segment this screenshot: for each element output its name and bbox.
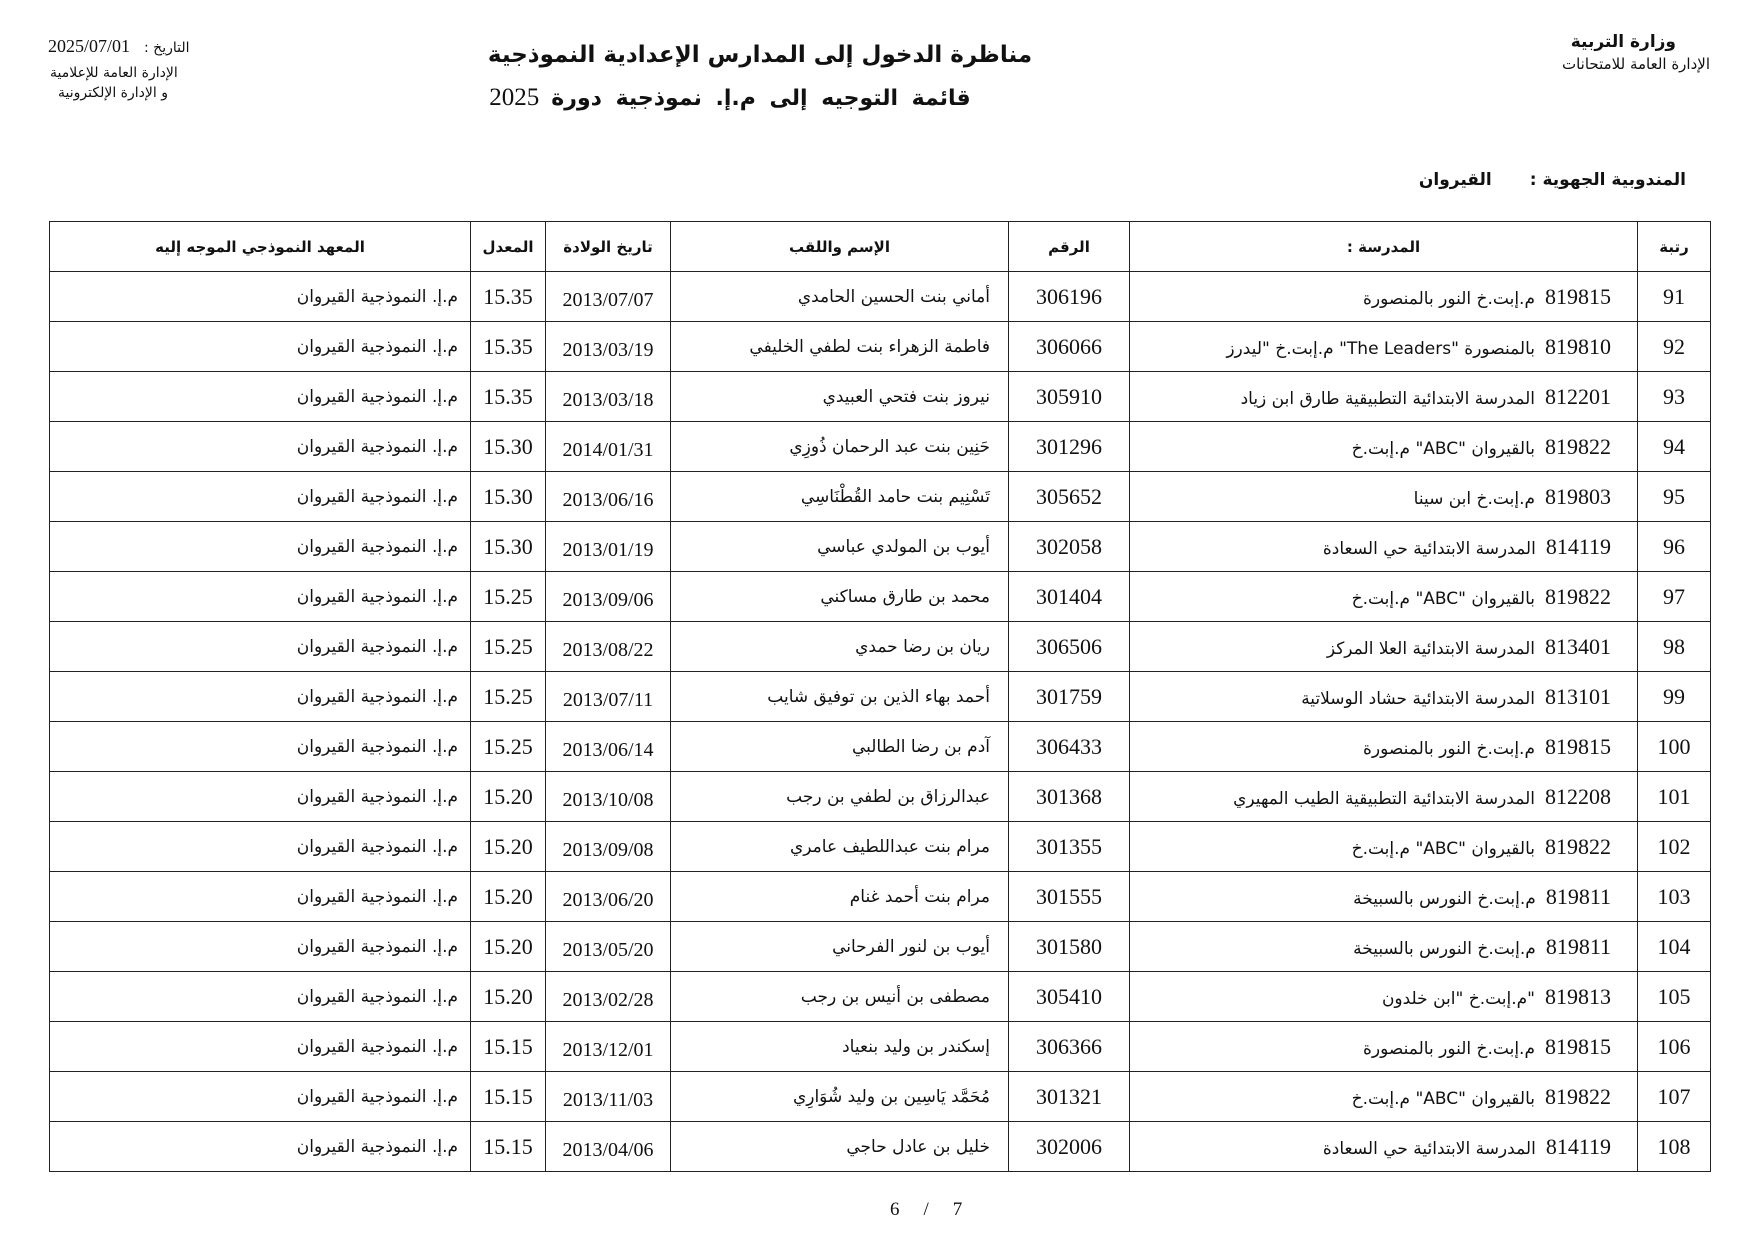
row-number: 306433: [1009, 722, 1130, 772]
row-number: 306196: [1009, 272, 1130, 322]
table-body: [50, 272, 1711, 1172]
school-code: 812208: [1545, 783, 1611, 809]
row-average: 15.15: [471, 1022, 546, 1072]
row-school: [1130, 322, 1638, 372]
header-number: الرقم: [1009, 222, 1130, 272]
school-name: م.إبت.خ ابن سينا: [1413, 488, 1535, 509]
row-number: 305910: [1009, 372, 1130, 422]
row-name: عبدالرزاق بن لطفي بن رجب: [671, 772, 1009, 822]
school-code: 819803: [1545, 483, 1611, 509]
directorate-line-2: و الإدارة الإلكترونية: [58, 85, 168, 101]
row-institute: م.إ. النموذجية القيروان: [50, 672, 471, 722]
ministry-name: وزارة التربية: [1570, 32, 1676, 52]
row-school: [1130, 1072, 1638, 1122]
table-row: [50, 722, 1711, 772]
row-institute: م.إ. النموذجية القيروان: [50, 622, 471, 672]
row-dob: 2013/03/19: [546, 322, 671, 372]
directorate-line-1: الإدارة العامة للإعلامية: [50, 65, 178, 81]
table-row: [50, 272, 1711, 322]
regional-delegation: [1419, 170, 1686, 190]
header-average: المعدل: [471, 222, 546, 272]
row-institute: م.إ. النموذجية القيروان: [50, 872, 471, 922]
table-row: [50, 472, 1711, 522]
row-dob: 2013/05/20: [546, 922, 671, 972]
school-code: 819815: [1545, 1033, 1611, 1059]
row-school: [1130, 722, 1638, 772]
school-name: بالمنصورة "The Leaders" م.إبت.خ "ليدرز: [1226, 338, 1535, 359]
orientation-table: [49, 221, 1711, 1172]
row-institute: م.إ. النموذجية القيروان: [50, 322, 471, 372]
row-rank: 94: [1638, 422, 1711, 472]
school-name: م.إبت.خ النور بالمنصورة: [1363, 1038, 1535, 1059]
document-title: مناظرة الدخول إلى المدارس الإعدادية النموذجية: [487, 42, 1033, 68]
school-code: 813401: [1545, 633, 1611, 659]
row-name: أيوب بن لنور الفرحاني: [671, 922, 1009, 972]
row-number: 301321: [1009, 1072, 1130, 1122]
date-block: [48, 36, 190, 101]
table-row: [50, 922, 1711, 972]
row-number: 302006: [1009, 1122, 1130, 1172]
school-code: 819822: [1545, 583, 1611, 609]
row-school: [1130, 572, 1638, 622]
row-number: 301368: [1009, 772, 1130, 822]
school-name: بالقيروان "ABC" م.إبت.خ: [1351, 438, 1535, 459]
region-label: المندوبية الجهوية :: [1529, 170, 1686, 190]
document-titles: [480, 42, 1040, 112]
row-school: [1130, 1022, 1638, 1072]
school-code: 812201: [1545, 383, 1611, 409]
row-name: أيوب بن المولدي عباسي: [671, 522, 1009, 572]
row-rank: 97: [1638, 572, 1711, 622]
row-number: 301404: [1009, 572, 1130, 622]
row-number: 306066: [1009, 322, 1130, 372]
header-school: المدرسة :: [1130, 222, 1638, 272]
row-dob: 2013/09/06: [546, 572, 671, 622]
row-number: 305652: [1009, 472, 1130, 522]
table-row: [50, 422, 1711, 472]
row-number: 301555: [1009, 872, 1130, 922]
row-school: [1130, 872, 1638, 922]
table-row: [50, 872, 1711, 922]
row-average: 15.15: [471, 1122, 546, 1172]
row-name: محمد بن طارق مساكني: [671, 572, 1009, 622]
row-dob: 2013/08/22: [546, 622, 671, 672]
page-indicator: [890, 1199, 962, 1221]
row-rank: 98: [1638, 622, 1711, 672]
row-school: [1130, 422, 1638, 472]
school-name: م.إبت.خ النورس بالسبيخة: [1353, 938, 1536, 959]
row-institute: م.إ. النموذجية القيروان: [50, 822, 471, 872]
table-row: [50, 622, 1711, 672]
school-name: بالقيروان "ABC" م.إبت.خ: [1351, 838, 1535, 859]
row-school: [1130, 522, 1638, 572]
row-school: [1130, 622, 1638, 672]
row-school: [1130, 472, 1638, 522]
row-number: 306366: [1009, 1022, 1130, 1072]
row-dob: 2013/02/28: [546, 972, 671, 1022]
school-name: بالقيروان "ABC" م.إبت.خ: [1351, 1088, 1535, 1109]
row-dob: 2013/06/16: [546, 472, 671, 522]
row-dob: 2013/04/06: [546, 1122, 671, 1172]
table-row: [50, 372, 1711, 422]
row-rank: 100: [1638, 722, 1711, 772]
row-dob: 2014/01/31: [546, 422, 671, 472]
table-row: [50, 972, 1711, 1022]
row-average: 15.25: [471, 722, 546, 772]
table-row: [50, 672, 1711, 722]
school-name: بالقيروان "ABC" م.إبت.خ: [1351, 588, 1535, 609]
school-name: م.إبت.خ النور بالمنصورة: [1363, 288, 1535, 309]
school-name: المدرسة الابتدائية العلا المركز: [1326, 638, 1535, 659]
school-code: 819810: [1545, 333, 1611, 359]
school-name: المدرسة الابتدائية حي السعادة: [1322, 538, 1536, 559]
school-name: "م.إبت.خ "ابن خلدون: [1381, 988, 1535, 1009]
row-dob: 2013/06/14: [546, 722, 671, 772]
row-number: 301580: [1009, 922, 1130, 972]
row-rank: 95: [1638, 472, 1711, 522]
date-value: 2025/07/01: [48, 36, 131, 56]
row-dob: 2013/09/08: [546, 822, 671, 872]
header-name: الإسم واللقب: [671, 222, 1009, 272]
row-rank: 102: [1638, 822, 1711, 872]
row-average: 15.30: [471, 422, 546, 472]
row-average: 15.35: [471, 272, 546, 322]
row-average: 15.25: [471, 672, 546, 722]
row-institute: م.إ. النموذجية القيروان: [50, 1022, 471, 1072]
row-average: 15.20: [471, 972, 546, 1022]
ministry-header: [1561, 32, 1710, 73]
row-dob: 2013/07/11: [546, 672, 671, 722]
school-name: المدرسة الابتدائية حشاد الوسلاتية: [1301, 688, 1535, 709]
row-average: 15.25: [471, 622, 546, 672]
row-institute: م.إ. النموذجية القيروان: [50, 722, 471, 772]
row-name: أماني بنت الحسين الحامدي: [671, 272, 1009, 322]
row-school: [1130, 822, 1638, 872]
school-code: 814119: [1545, 533, 1611, 559]
row-name: خليل بن عادل حاجي: [671, 1122, 1009, 1172]
header-institute: المعهد النموذجي الموجه إليه: [50, 222, 471, 272]
row-average: 15.15: [471, 1072, 546, 1122]
row-average: 15.20: [471, 872, 546, 922]
region-value: القيروان: [1418, 170, 1492, 190]
row-institute: م.إ. النموذجية القيروان: [50, 522, 471, 572]
row-dob: 2013/01/19: [546, 522, 671, 572]
row-name: إسكندر بن وليد بنعياد: [671, 1022, 1009, 1072]
school-code: 819822: [1545, 1083, 1611, 1109]
row-rank: 91: [1638, 272, 1711, 322]
row-rank: 96: [1638, 522, 1711, 572]
row-dob: 2013/07/07: [546, 272, 671, 322]
table-row: [50, 1022, 1711, 1072]
row-rank: 93: [1638, 372, 1711, 422]
table-row: [50, 822, 1711, 872]
row-school: [1130, 372, 1638, 422]
row-name: تَسْنِيم بنت حامد القُطْنَاسِي: [671, 472, 1009, 522]
row-name: فاطمة الزهراء بنت لطفي الخليفي: [671, 322, 1009, 372]
row-average: 15.20: [471, 822, 546, 872]
row-name: نيروز بنت فتحي العبيدي: [671, 372, 1009, 422]
row-name: مُحَمَّد يَاسِين بن وليد شُوَارِي: [671, 1072, 1009, 1122]
school-name: المدرسة الابتدائية التطبيقية الطيب المهيري: [1233, 788, 1535, 809]
row-name: مرام بنت عبداللطيف عامري: [671, 822, 1009, 872]
row-institute: م.إ. النموذجية القيروان: [50, 1122, 471, 1172]
row-dob: 2013/03/18: [546, 372, 671, 422]
row-rank: 101: [1638, 772, 1711, 822]
subtitle-text: قائمة التوجيه إلى م.إ. نموذجية دورة: [551, 86, 971, 111]
row-average: 15.35: [471, 322, 546, 372]
row-rank: 106: [1638, 1022, 1711, 1072]
row-school: [1130, 1122, 1638, 1172]
page-total: 7: [952, 1199, 963, 1220]
row-dob: 2013/12/01: [546, 1022, 671, 1072]
header-rank: رتبة: [1638, 222, 1711, 272]
page-current: 6: [890, 1199, 900, 1220]
row-dob: 2013/10/08: [546, 772, 671, 822]
row-institute: م.إ. النموذجية القيروان: [50, 772, 471, 822]
row-school: [1130, 922, 1638, 972]
page-separator: /: [923, 1199, 929, 1220]
row-dob: 2013/11/03: [546, 1072, 671, 1122]
table-row: [50, 322, 1711, 372]
row-name: أحمد بهاء الذين بن توفيق شايب: [671, 672, 1009, 722]
table-header-row: [50, 222, 1711, 272]
table-row: [50, 1072, 1711, 1122]
row-institute: م.إ. النموذجية القيروان: [50, 422, 471, 472]
row-average: 15.20: [471, 922, 546, 972]
table-row: [50, 572, 1711, 622]
school-code: 819822: [1545, 433, 1611, 459]
row-rank: 92: [1638, 322, 1711, 372]
row-rank: 104: [1638, 922, 1711, 972]
exams-department: الإدارة العامة للامتحانات: [1561, 55, 1710, 73]
school-code: 819822: [1545, 833, 1611, 859]
row-number: 301355: [1009, 822, 1130, 872]
table-row: [50, 1122, 1711, 1172]
row-name: آدم بن رضا الطالبي: [671, 722, 1009, 772]
school-name: م.إبت.خ النور بالمنصورة: [1363, 738, 1535, 759]
row-rank: 108: [1638, 1122, 1711, 1172]
row-average: 15.20: [471, 772, 546, 822]
row-institute: م.إ. النموذجية القيروان: [50, 572, 471, 622]
row-number: 305410: [1009, 972, 1130, 1022]
school-code: 819811: [1545, 883, 1611, 909]
row-institute: م.إ. النموذجية القيروان: [50, 272, 471, 322]
document-subtitle: [480, 84, 980, 112]
school-name: المدرسة الابتدائية حي السعادة: [1322, 1138, 1536, 1159]
row-name: ريان بن رضا حمدي: [671, 622, 1009, 672]
row-number: 306506: [1009, 622, 1130, 672]
row-school: [1130, 672, 1638, 722]
row-rank: 103: [1638, 872, 1711, 922]
row-rank: 99: [1638, 672, 1711, 722]
row-institute: م.إ. النموذجية القيروان: [50, 922, 471, 972]
row-average: 15.25: [471, 572, 546, 622]
row-number: 302058: [1009, 522, 1130, 572]
row-number: 301296: [1009, 422, 1130, 472]
school-code: 814119: [1545, 1133, 1611, 1159]
school-name: المدرسة الابتدائية التطبيقية طارق ابن زياد: [1240, 388, 1535, 409]
table-row: [50, 522, 1711, 572]
row-dob: 2013/06/20: [546, 872, 671, 922]
row-name: مرام بنت أحمد غنام: [671, 872, 1009, 922]
school-code: 819815: [1545, 733, 1611, 759]
table-row: [50, 772, 1711, 822]
row-school: [1130, 972, 1638, 1022]
row-average: 15.30: [471, 472, 546, 522]
session-year: 2025: [489, 84, 540, 111]
row-average: 15.30: [471, 522, 546, 572]
row-institute: م.إ. النموذجية القيروان: [50, 372, 471, 422]
date-line: [48, 36, 190, 57]
school-code: 819813: [1545, 983, 1611, 1009]
row-average: 15.35: [471, 372, 546, 422]
school-code: 819811: [1545, 933, 1611, 959]
date-label: التاريخ :: [144, 40, 190, 56]
school-name: م.إبت.خ النورس بالسبيخة: [1353, 888, 1536, 909]
row-rank: 107: [1638, 1072, 1711, 1122]
row-name: مصطفى بن أنيس بن رجب: [671, 972, 1009, 1022]
row-institute: م.إ. النموذجية القيروان: [50, 472, 471, 522]
row-rank: 105: [1638, 972, 1711, 1022]
school-code: 819815: [1545, 283, 1611, 309]
row-institute: م.إ. النموذجية القيروان: [50, 1072, 471, 1122]
row-name: حَنِين بنت عبد الرحمان ذُوزِي: [671, 422, 1009, 472]
row-school: [1130, 772, 1638, 822]
row-school: [1130, 272, 1638, 322]
school-code: 813101: [1545, 683, 1611, 709]
header-dob: تاريخ الولادة: [546, 222, 671, 272]
row-institute: م.إ. النموذجية القيروان: [50, 972, 471, 1022]
row-number: 301759: [1009, 672, 1130, 722]
